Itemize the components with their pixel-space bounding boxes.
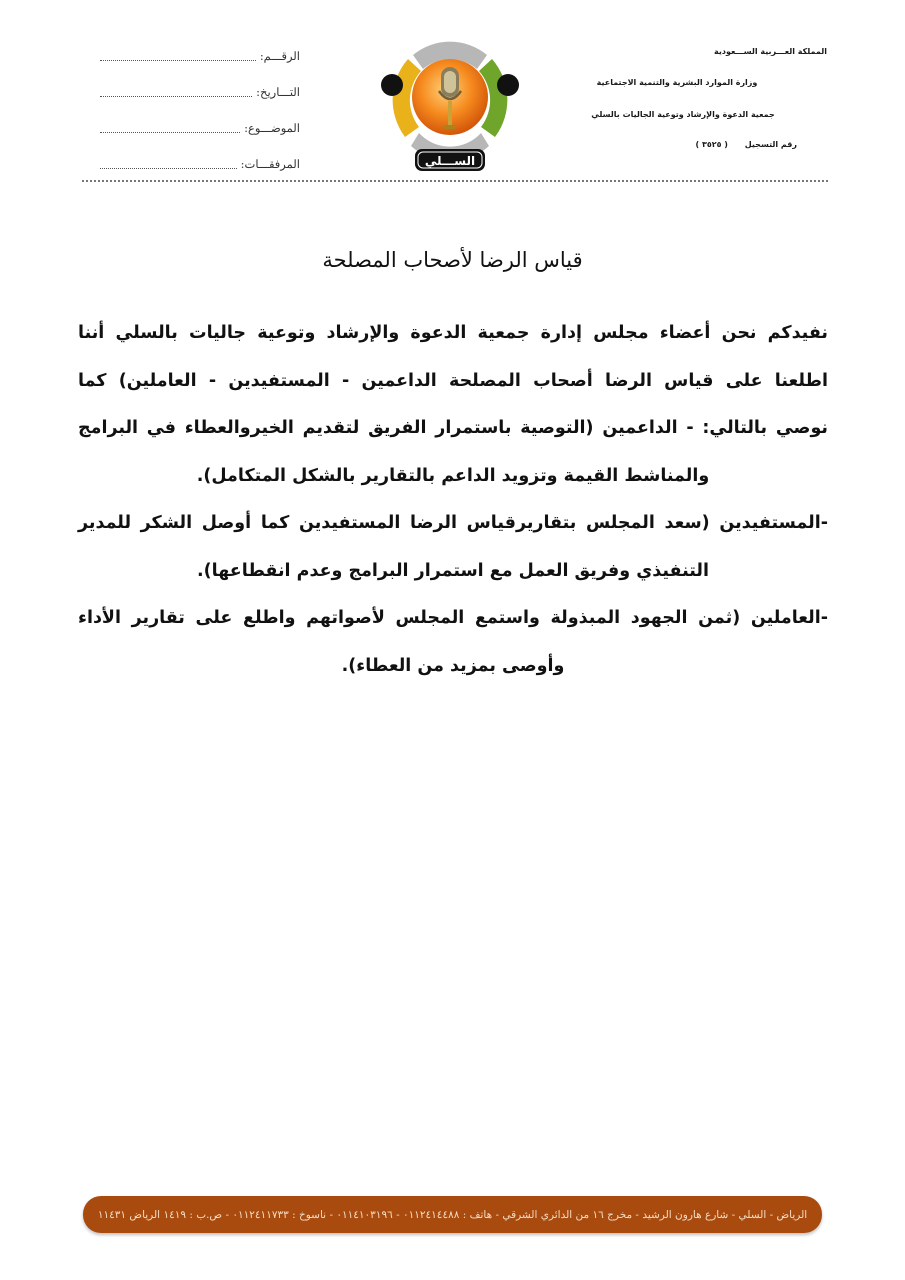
field-blank <box>100 168 237 169</box>
body-line: اطلعنا على قياس الرضا أصحاب المصلحة الداعمين - المستفيدين - العاملين) كما <box>78 370 828 391</box>
reference-fields <box>100 38 300 182</box>
body-line: -المستفيدين (سعد المجلس بتقاريرقياس الرضا المستفيدين كما أوصل الشكر للمدير <box>78 513 828 533</box>
document-title: قياس الرضا لأصحاب المصلحة <box>322 248 583 272</box>
field-label: الموضـــوع: <box>244 121 300 135</box>
body-line: نوصي بالتالي: - الداعمين (التوصية باستمرار الفريق لتقديم الخيروالعطاء في البرامج <box>78 418 828 438</box>
field-subject <box>100 110 300 146</box>
body-line: نفيدكم نحن أعضاء مجلس إدارة جمعية الدعوة والإرشاد وتوعية جاليات بالسلي أننا <box>78 323 828 343</box>
field-blank <box>100 132 240 133</box>
field-date <box>100 74 300 110</box>
logo-dot-left <box>381 74 403 96</box>
logo-dot-right <box>497 74 519 96</box>
registration <box>527 130 827 160</box>
logo-text: الســـلي <box>424 154 476 168</box>
ministry-name: وزارة الموارد البشرية والتنمية الاجتماعية <box>596 78 758 87</box>
body-line: والمناشط القيمة وتزويد الداعم بالتقارير بالشكل المتكامل). <box>196 465 710 486</box>
field-label: الرقـــم: <box>259 49 300 63</box>
field-blank <box>100 60 256 61</box>
registration-number: ( ٣٥٢٥ ) <box>695 140 728 149</box>
field-attachments <box>100 146 300 182</box>
body-line: وأوصى بمزيد من العطاء). <box>341 655 565 676</box>
body-line: -العاملين (ثمن الجهود المبذولة واستمع المجلس لأصواتهم واطلع على تقارير الأداء <box>78 608 828 628</box>
field-label: التـــاريخ: <box>256 85 300 99</box>
footer-contact-bar <box>83 1196 822 1233</box>
organization-header <box>527 38 827 160</box>
field-label: المرفقـــات: <box>240 157 300 171</box>
kingdom-name: المملكة العـــربية الســـعودية <box>714 47 827 56</box>
registration-label: رقم التسجيل <box>744 140 797 149</box>
body-line: التنفيذي وفريق العمل مع استمرار البرامج وعدم انقطاعها). <box>197 560 709 581</box>
header-divider <box>82 180 828 182</box>
field-number <box>100 38 300 74</box>
document-body <box>78 310 828 690</box>
footer-contact-text: الرياض - السلي - شارع هارون الرشيد - مخرج ١٦ من الدائري الشرقي - هاتف : ٠١١٢٤١٤٤٨٨ - ٠١١٤١٠٣١٩٦ - ناسوخ : ٠١١٢٤١١٧٣٣ - ص.ب : ١٤١٩ الرياض ١١٤٣١ <box>97 1208 808 1221</box>
association-logo <box>375 25 525 175</box>
field-blank <box>100 96 252 97</box>
association-name: جمعية الدعوة والإرشاد وتوعية الجاليات بالسلي <box>591 110 775 119</box>
